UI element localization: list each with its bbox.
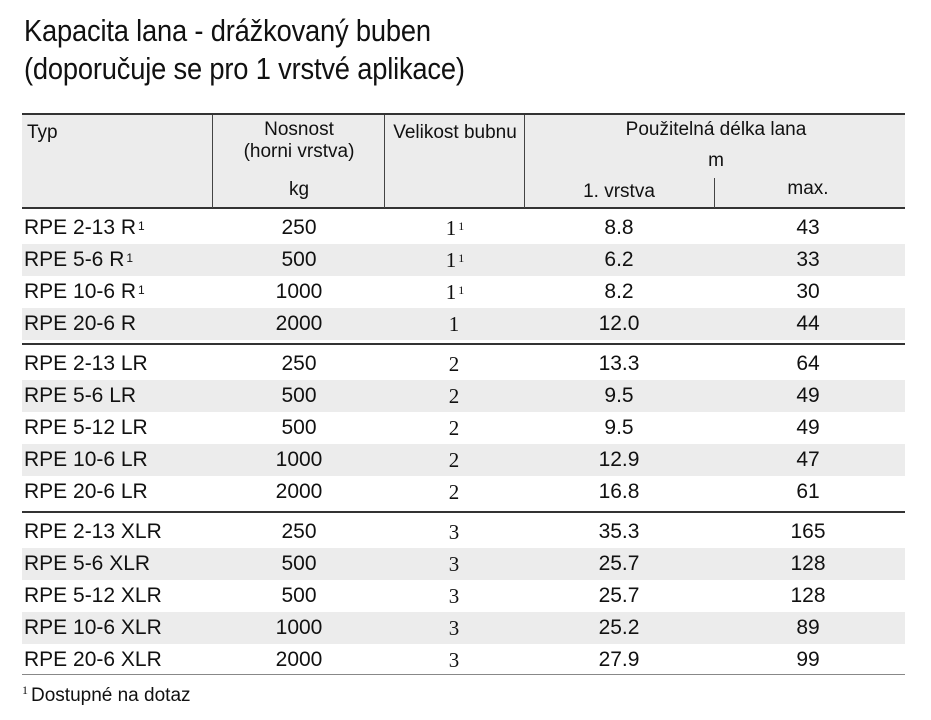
cell-velikost-footnote-mark: 1	[458, 283, 465, 297]
cell-1-vrstva: 9.5	[604, 416, 634, 439]
cell-nosnost: 1000	[275, 280, 323, 303]
cell-velikost	[449, 647, 462, 673]
cell-typ-text: RPE 2-13 XLR	[24, 520, 162, 543]
cell-velikost	[449, 311, 462, 337]
cell-nosnost: 1000	[275, 616, 323, 639]
cell-velikost-text: 2	[448, 352, 460, 376]
header-vrstva: 1. vrstva	[583, 181, 655, 202]
cell-max: 49	[796, 416, 820, 439]
cell-velikost-text: 3	[448, 616, 460, 640]
cell-max: 99	[796, 648, 820, 671]
cell-max: 61	[796, 480, 820, 503]
table-row	[22, 444, 905, 476]
cell-typ	[24, 447, 150, 473]
cell-typ-text: RPE 5-12 LR	[24, 416, 148, 439]
cell-typ	[24, 247, 133, 273]
cell-typ-text: RPE 5-6 XLR	[24, 552, 151, 575]
table-row	[22, 380, 905, 412]
cell-typ	[24, 279, 145, 305]
cell-typ-text: RPE 5-12 XLR	[24, 584, 162, 607]
cell-typ	[24, 583, 164, 609]
cell-typ-text: RPE 5-6 LR	[24, 384, 137, 407]
cell-nosnost: 250	[281, 520, 317, 543]
cell-typ-text: RPE 2-13 R	[24, 216, 137, 239]
table-row	[22, 580, 905, 612]
cell-1-vrstva: 12.0	[598, 312, 640, 335]
cell-velikost-text: 3	[448, 552, 460, 576]
cell-velikost	[449, 479, 462, 505]
table-top-rule	[22, 113, 905, 115]
cell-1-vrstva: 16.8	[598, 480, 640, 503]
header-delka-unit: m	[708, 150, 724, 171]
cell-nosnost: 500	[281, 552, 317, 575]
table-row	[22, 548, 905, 580]
footnote	[22, 685, 191, 707]
group-separator-rule	[22, 343, 905, 345]
cell-max: 47	[796, 448, 820, 471]
cell-typ	[24, 647, 164, 673]
cell-1-vrstva: 9.5	[604, 384, 634, 407]
header-velikost: Velikost bubnu	[393, 122, 517, 143]
cell-velikost-text: 2	[448, 416, 460, 440]
header-nosnost-sub: (horni vrstva)	[243, 141, 355, 162]
cell-velikost-text: 2	[448, 384, 460, 408]
cell-typ	[24, 215, 145, 241]
cell-typ-text: RPE 20-6 LR	[24, 480, 148, 503]
cell-max: 165	[790, 520, 826, 543]
cell-velikost	[449, 615, 462, 641]
cell-velikost-text: 3	[448, 648, 460, 672]
cell-max: 33	[796, 248, 820, 271]
header-bottom-rule	[22, 207, 905, 209]
cell-nosnost: 250	[281, 216, 317, 239]
cell-1-vrstva: 27.9	[598, 648, 640, 671]
footnote-mark: 1	[22, 683, 28, 697]
cell-typ-text: RPE 2-13 LR	[24, 352, 148, 375]
cell-typ-footnote-mark: 1	[138, 219, 145, 233]
cell-1-vrstva: 25.7	[598, 552, 640, 575]
table-row	[22, 348, 905, 380]
table-row	[22, 476, 905, 508]
cell-velikost	[449, 519, 462, 545]
cell-max: 44	[796, 312, 820, 335]
cell-1-vrstva: 8.8	[604, 216, 634, 239]
cell-nosnost: 500	[281, 584, 317, 607]
cell-max: 128	[790, 584, 826, 607]
cell-velikost-text: 1	[445, 216, 457, 240]
cell-typ	[24, 615, 164, 641]
table-row	[22, 612, 905, 644]
table-row	[22, 244, 905, 276]
header-divider	[524, 115, 525, 208]
cell-velikost	[449, 351, 462, 377]
title-line-2: (doporučuje se pro 1 vrstvé aplikace)	[24, 51, 465, 86]
cell-typ-text: RPE 10-6 R	[24, 280, 137, 303]
title-line-1: Kapacita lana - drážkovaný buben	[24, 13, 431, 48]
cell-max: 64	[796, 352, 820, 375]
cell-velikost-text: 3	[448, 520, 460, 544]
cell-typ-text: RPE 20-6 R	[24, 312, 137, 335]
header-typ: Typ	[27, 122, 58, 143]
cell-typ	[24, 479, 150, 505]
cell-velikost-text: 1	[448, 312, 460, 336]
table-row	[22, 276, 905, 308]
cell-velikost-text: 2	[448, 480, 460, 504]
page-title	[24, 12, 465, 88]
cell-velikost-text: 1	[445, 280, 457, 304]
cell-velikost-footnote-mark: 1	[458, 219, 465, 233]
cell-typ-text: RPE 10-6 XLR	[24, 616, 162, 639]
cell-1-vrstva: 13.3	[598, 352, 640, 375]
table-row	[22, 212, 905, 244]
cell-velikost	[446, 279, 465, 305]
cell-nosnost: 500	[281, 416, 317, 439]
cell-typ-footnote-mark: 1	[126, 251, 134, 265]
header-delka: Použitelná délka lana	[625, 119, 807, 140]
cell-max: 43	[796, 216, 820, 239]
cell-velikost	[449, 415, 462, 441]
header-divider	[714, 178, 715, 208]
cell-typ	[24, 551, 152, 577]
cell-nosnost: 2000	[275, 312, 323, 335]
cell-typ	[24, 415, 150, 441]
table-row	[22, 516, 905, 548]
cell-1-vrstva: 6.2	[604, 248, 634, 271]
cell-nosnost: 2000	[275, 648, 323, 671]
cell-velikost-text: 3	[448, 584, 460, 608]
cell-1-vrstva: 12.9	[598, 448, 640, 471]
table-bottom-rule	[22, 674, 905, 675]
cell-typ	[24, 383, 138, 409]
table-row	[22, 308, 905, 340]
cell-velikost	[449, 447, 462, 473]
cell-velikost	[449, 583, 462, 609]
cell-velikost-footnote-mark: 1	[458, 251, 465, 265]
cell-nosnost: 500	[281, 384, 317, 407]
cell-velikost	[449, 383, 462, 409]
cell-1-vrstva: 8.2	[604, 280, 634, 303]
header-divider	[384, 115, 385, 208]
header-nosnost-unit: kg	[288, 179, 310, 200]
cell-typ-footnote-mark: 1	[138, 283, 145, 297]
cell-typ	[24, 351, 150, 377]
cell-nosnost: 250	[281, 352, 317, 375]
table-row	[22, 644, 905, 676]
cell-typ-text: RPE 10-6 LR	[24, 448, 148, 471]
table-row	[22, 412, 905, 444]
cell-1-vrstva: 25.2	[598, 616, 640, 639]
cell-typ	[24, 311, 138, 337]
cell-velikost	[449, 551, 462, 577]
cell-max: 49	[796, 384, 820, 407]
cell-nosnost: 1000	[275, 448, 323, 471]
group-separator-rule	[22, 511, 905, 513]
cell-velikost-text: 2	[448, 448, 460, 472]
header-max: max.	[787, 178, 829, 199]
cell-velikost	[446, 215, 465, 241]
cell-nosnost: 2000	[275, 480, 323, 503]
header-divider	[212, 115, 213, 208]
footnote-text: Dostupné na dotaz	[31, 685, 191, 706]
cell-typ-text: RPE 5-6 R	[24, 248, 125, 271]
header-nosnost: Nosnost	[264, 119, 334, 140]
cell-max: 89	[796, 616, 820, 639]
cell-typ-text: RPE 20-6 XLR	[24, 648, 162, 671]
cell-max: 128	[790, 552, 826, 575]
cell-max: 30	[796, 280, 820, 303]
cell-velikost	[446, 247, 465, 273]
cell-1-vrstva: 35.3	[598, 520, 640, 543]
cell-typ	[24, 519, 164, 545]
cell-velikost-text: 1	[445, 248, 457, 272]
cell-1-vrstva: 25.7	[598, 584, 640, 607]
cell-nosnost: 500	[281, 248, 317, 271]
